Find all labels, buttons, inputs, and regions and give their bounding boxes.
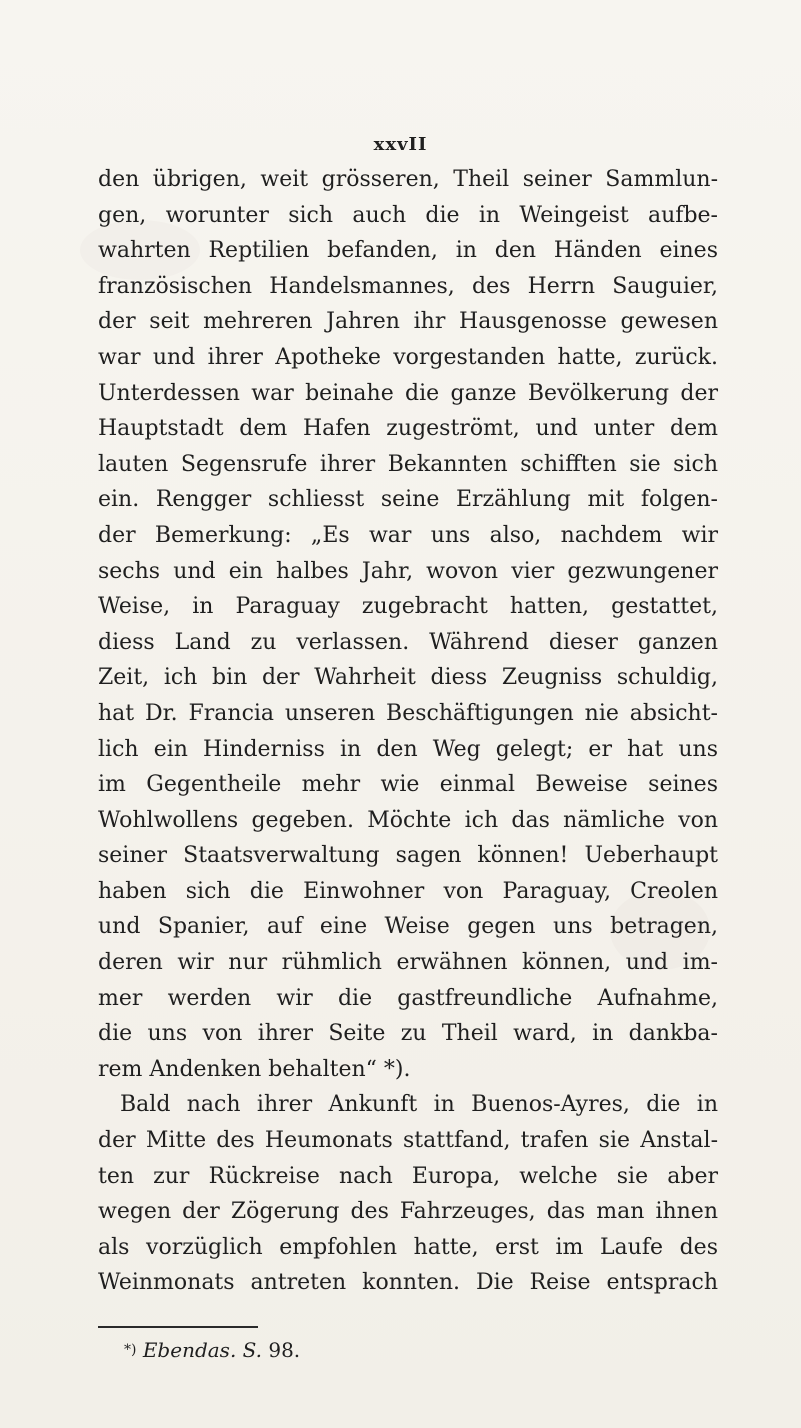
text-line: gen, worunter sich auch die in Weingeist aufbe- <box>98 202 718 228</box>
text-line: sechs und ein halbes Jahr, wovon vier gezwungener <box>98 558 718 584</box>
footnote-mark: *) <box>124 1342 137 1358</box>
text-line: französischen Handelsmannes, des Herrn Sauguier, <box>98 273 718 299</box>
text-line: der Bemerkung: „Es war uns also, nachdem wir <box>98 522 718 548</box>
text-line: Weise, in Paraguay zugebracht hatten, gestattet, <box>98 594 718 620</box>
text-line: deren wir nur rühmlich erwähnen können, und im- <box>98 950 718 976</box>
footnote <box>124 1338 300 1362</box>
text-line: als vorzüglich empfohlen hatte, erst im Laufe des <box>98 1234 718 1260</box>
text-line: seiner Staatsverwaltung sagen können! Ueberhaupt <box>98 843 718 869</box>
text-line: mer werden wir die gastfreundliche Aufnahme, <box>98 985 718 1011</box>
text-line: wegen der Zögerung des Fahrzeuges, das man ihnen <box>98 1199 718 1225</box>
text-line: ein. Rengger schliesst seine Erzählung mit folgen- <box>98 487 718 513</box>
text-line: Wohlwollens gegeben. Möchte ich das nämliche von <box>98 807 718 833</box>
text-line: wahrten Reptilien befanden, in den Händen eines <box>98 238 718 264</box>
text-line: war und ihrer Apotheke vorgestanden hatte, zurück. <box>98 344 718 370</box>
text-line: Hauptstadt dem Hafen zugeströmt, und unter dem <box>98 416 718 442</box>
page-header: xxvII <box>373 134 428 155</box>
text-line: Bald nach ihrer Ankunft in Buenos-Ayres, die in <box>120 1092 718 1118</box>
main-text <box>98 162 718 1301</box>
text-line: ten zur Rückreise nach Europa, welche sie aber <box>98 1163 718 1189</box>
text-line: lich ein Hinderniss in den Weg gelegt; er hat uns <box>98 736 718 762</box>
text-line: hat Dr. Francia unseren Beschäftigungen nie absicht- <box>98 700 718 726</box>
text-line: im Gegentheile mehr wie einmal Beweise seines <box>98 772 718 798</box>
footnote-rule <box>98 1326 258 1328</box>
text-line: Zeit, ich bin der Wahrheit diess Zeugniss schuldig, <box>98 665 718 691</box>
text-line: Unterdessen war beinahe die ganze Bevölkerung der <box>98 380 718 406</box>
footnote-source: Ebendas. S. <box>142 1338 262 1362</box>
text-line: lauten Segensrufe ihrer Bekannten schifften sie sich <box>98 451 718 477</box>
text-line: haben sich die Einwohner von Paraguay, Creolen <box>98 878 718 904</box>
text-line: diess Land zu verlassen. Während dieser ganzen <box>98 629 718 655</box>
text-line: die uns von ihrer Seite zu Theil ward, in dankba- <box>98 1021 718 1047</box>
footnote-page: 98. <box>268 1338 301 1362</box>
text-line: Weinmonats antreten konnten. Die Reise entsprach <box>98 1270 718 1296</box>
text-line: rem Andenken behalten“ *). <box>98 1056 411 1082</box>
text-line: der seit mehreren Jahren ihr Hausgenosse gewesen <box>98 309 718 335</box>
text-line: den übrigen, weit grösseren, Theil seiner Sammlun- <box>98 167 718 192</box>
text-line: der Mitte des Heumonats stattfand, trafen sie Anstal- <box>98 1128 718 1154</box>
text-line: und Spanier, auf eine Weise gegen uns betragen, <box>98 914 718 940</box>
